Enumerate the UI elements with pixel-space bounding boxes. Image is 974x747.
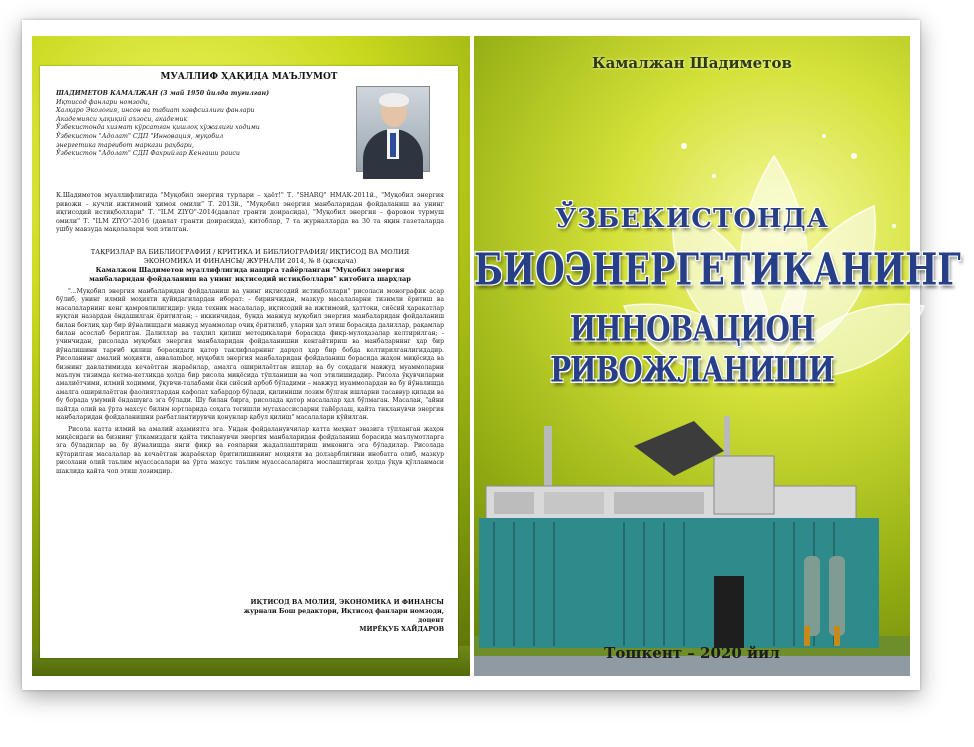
bio-line: Ўзбекистон "Адолат" СДП "Инновация, муқобил <box>56 132 224 140</box>
review-text <box>56 288 444 479</box>
author-photo <box>356 86 430 172</box>
bio-line: энергетика тарғибот маркази раҳбари, <box>56 141 194 149</box>
review-paragraph: Рисола катта илмий ва амалий аҳамиятга эга. Ундан фойдаланувчилар катта меҳнат эвазига тўпланган жаҳон миқёсидаги ва бизнинг ўлкамиздаги қайта тикланувчи энергия манбаларидан фойдаланиш борасида маълумотларга эга бўладилар ва бу йўналишда янги фикр ва ғояларни жадаллаштириш имконига эга бўладилар. Рисолада кўтарилган масалалар ва кечаётган жараёнлар ёритилишининг моҳияти ва долзарблигини инобатга олиб, мазкур рисолани олий таълим муассасалари ва ўрта махсус таълим муассасаларига мослаштирган ҳолда ўқув қўлланмаси шаклида қайта чоп этиш лозимдир. <box>56 425 444 475</box>
bio-line: ШАДИМЕТОВ КАМАЛЖАН (3 май 1950 йилда туғилган) <box>56 90 270 97</box>
bio-line: Халқаро Экология, инсон ва табиат хавфсизлиги фанлари <box>56 107 255 115</box>
author-info-heading: МУАЛЛИФ ҲАҚИДА МАЪЛУМОТ <box>160 72 338 82</box>
bio-line: Ўзбекистонда хизмат кўрсатган қишлоқ хўжалиги ходими <box>56 124 260 132</box>
bio-line: Академияси ҳақиқий аъзоси, академик <box>56 115 188 123</box>
bio-line: Ўзбекистон "Адолат" СДП Фахрийлар Кенгаши раиси <box>56 150 240 158</box>
review-signature: ИҚТИСОД ВА МОЛИЯ, ЭКОНОМИКА И ФИНАНСЫ журнали Бош редактори, Иқтисод фанлари номзоди, доцент МИРЁҚУБ ХАЙДАРОВ <box>243 598 444 633</box>
review-heading: ТАҚРИЗЛАР ВА БИБЛИОГРАФИЯ / КРИТИКА И БИБЛИОГРАФИЯ/ ИҚТИСОД ВА МОЛИЯ ЭКОНОМИКА И ФИНАНСЫ/ ЖУРНАЛИ 2014, № 8 (қисқача) Камалжон Шадиметов муаллифлигида нашрга тайёрланган "Муқобил энергия манбаларидан фойдаланиш ва унинг иқтисодий истиқболлари" китобига шарҳлар <box>89 248 411 283</box>
author-works: К.Шадиметов муаллифлигида "Муқобил энергия турлари – ҳаёт!" Т. "SHARQ" НМАК-2011й., "Муқобил энергия ривожи – кучли ижтимоий ҳимоя омили" Т. 2013й., "Муқобил энергия манбаларидан фойдаланиш ва унинг иқтисодий истиқболлари" Т. "ILM ZIYO"-2014(давлат гранти доирасида), "Муқобил энергия – фаровон турмуш омили" Т. "ILM ZIYO"-2016 (давлат гранти доирасида), китоблар, 7 та журналларда ва 30 та яқин газеталарда ушбу мавзуда мақолалари чоп этилган. <box>56 192 444 234</box>
title-line-1: ЎЗБЕКИСТОНДА <box>555 204 829 234</box>
front-author: Камалжан Шадиметов <box>592 54 792 72</box>
bio-line: Иқтисод фанлари номзоди, <box>56 98 150 106</box>
city-year: Тошкент – 2020 йил <box>604 644 780 662</box>
title-line-3: ИННОВАЦИОН РИВОЖЛАНИШИ <box>550 307 834 391</box>
title-line-2: БИОЭНЕРГЕТИКАНИНГ <box>474 244 961 296</box>
front-cover <box>474 36 961 676</box>
author-bio <box>56 90 348 159</box>
biogas-plant-illustration <box>474 406 910 676</box>
review-paragraph: "...Муқобил энергия манбаларидан фойдаланиш ва унинг иқтисодий истиқболлари" рисоласи монографик асар бўлиб, унинг илмий моҳияти қуйидагилардан иборат: - биринчидан, мазкур масалаларни тизимли ёритиш ва масалаларнинг кенг қамровлилигидир: унда техник масалалар, иқтисодий ва ижтимоий, ҳаттоки, сиёсий ҳаракатлар нуқтаи назардан ёндашилган ёритилган; - иккинчидан, бунда мавжуд муқобил энергия манбаларидан фойдаланиш билан боғлиқ ҳар бир йўналишдаги мавжуд муаммолар очиқ ёритилиб, уларни ҳал этиш борасида далиллар, рақамлар билан асослаб берилган. Далиллар ва таҳлил қилиш методикалари борасида фикр-мулоҳазалар келтирилган; - учинчидан, рисолада муқобил энергия манбаларидан фойдаланишни кенгайтириш ва манбаларнинг ҳар бир йўналишини тарғиб қилиш борасидаги қатор таклифларнинг дарҳол ҳар бир бобда келтирилганлигидадир. Рисоланинг амалий моҳияти, аввалambor, муқобил энергия манбаларидан фойдаланиш борасида жаҳон миқёсида ва бизнинг давлатимизда кечаётган жараёнлар, амалга оширилаётган ишлар ва бу соҳадаги мавжуд муаммоларни маълум тизимда кетма-кетликда ҳолда бир рисола миқёсида тўпланиши ва чоп этилишидадир. Рисола ўқувчиларни амалиётчими, илмий ходимми, ўқувчи-талабами ёки сиёсий арбоб бўладими – мавжуд муаммолардан ва бу йўналишда амалга оширилаётган фаолиятлардан кафолат хабардор бўлади, қилиниши лозим бўлган ишларни тасаввур қилади ва бу борада умумий ёндашувга эга бўлади. Шу билан бирга, рисолада қатор масалалар ҳал бўлмаган. Масалан, "айни пайтда олий ва ўрта махсус билим юртларида соҳага тегишли мутахассисларни тайёрлаш, қайта тикланувчи энергия манбаларидан фойдаланишни рағбатлантирувчи қонунлар қабул қилиш" масалалари кўйилган. <box>56 288 444 422</box>
author-info-panel <box>40 66 458 658</box>
